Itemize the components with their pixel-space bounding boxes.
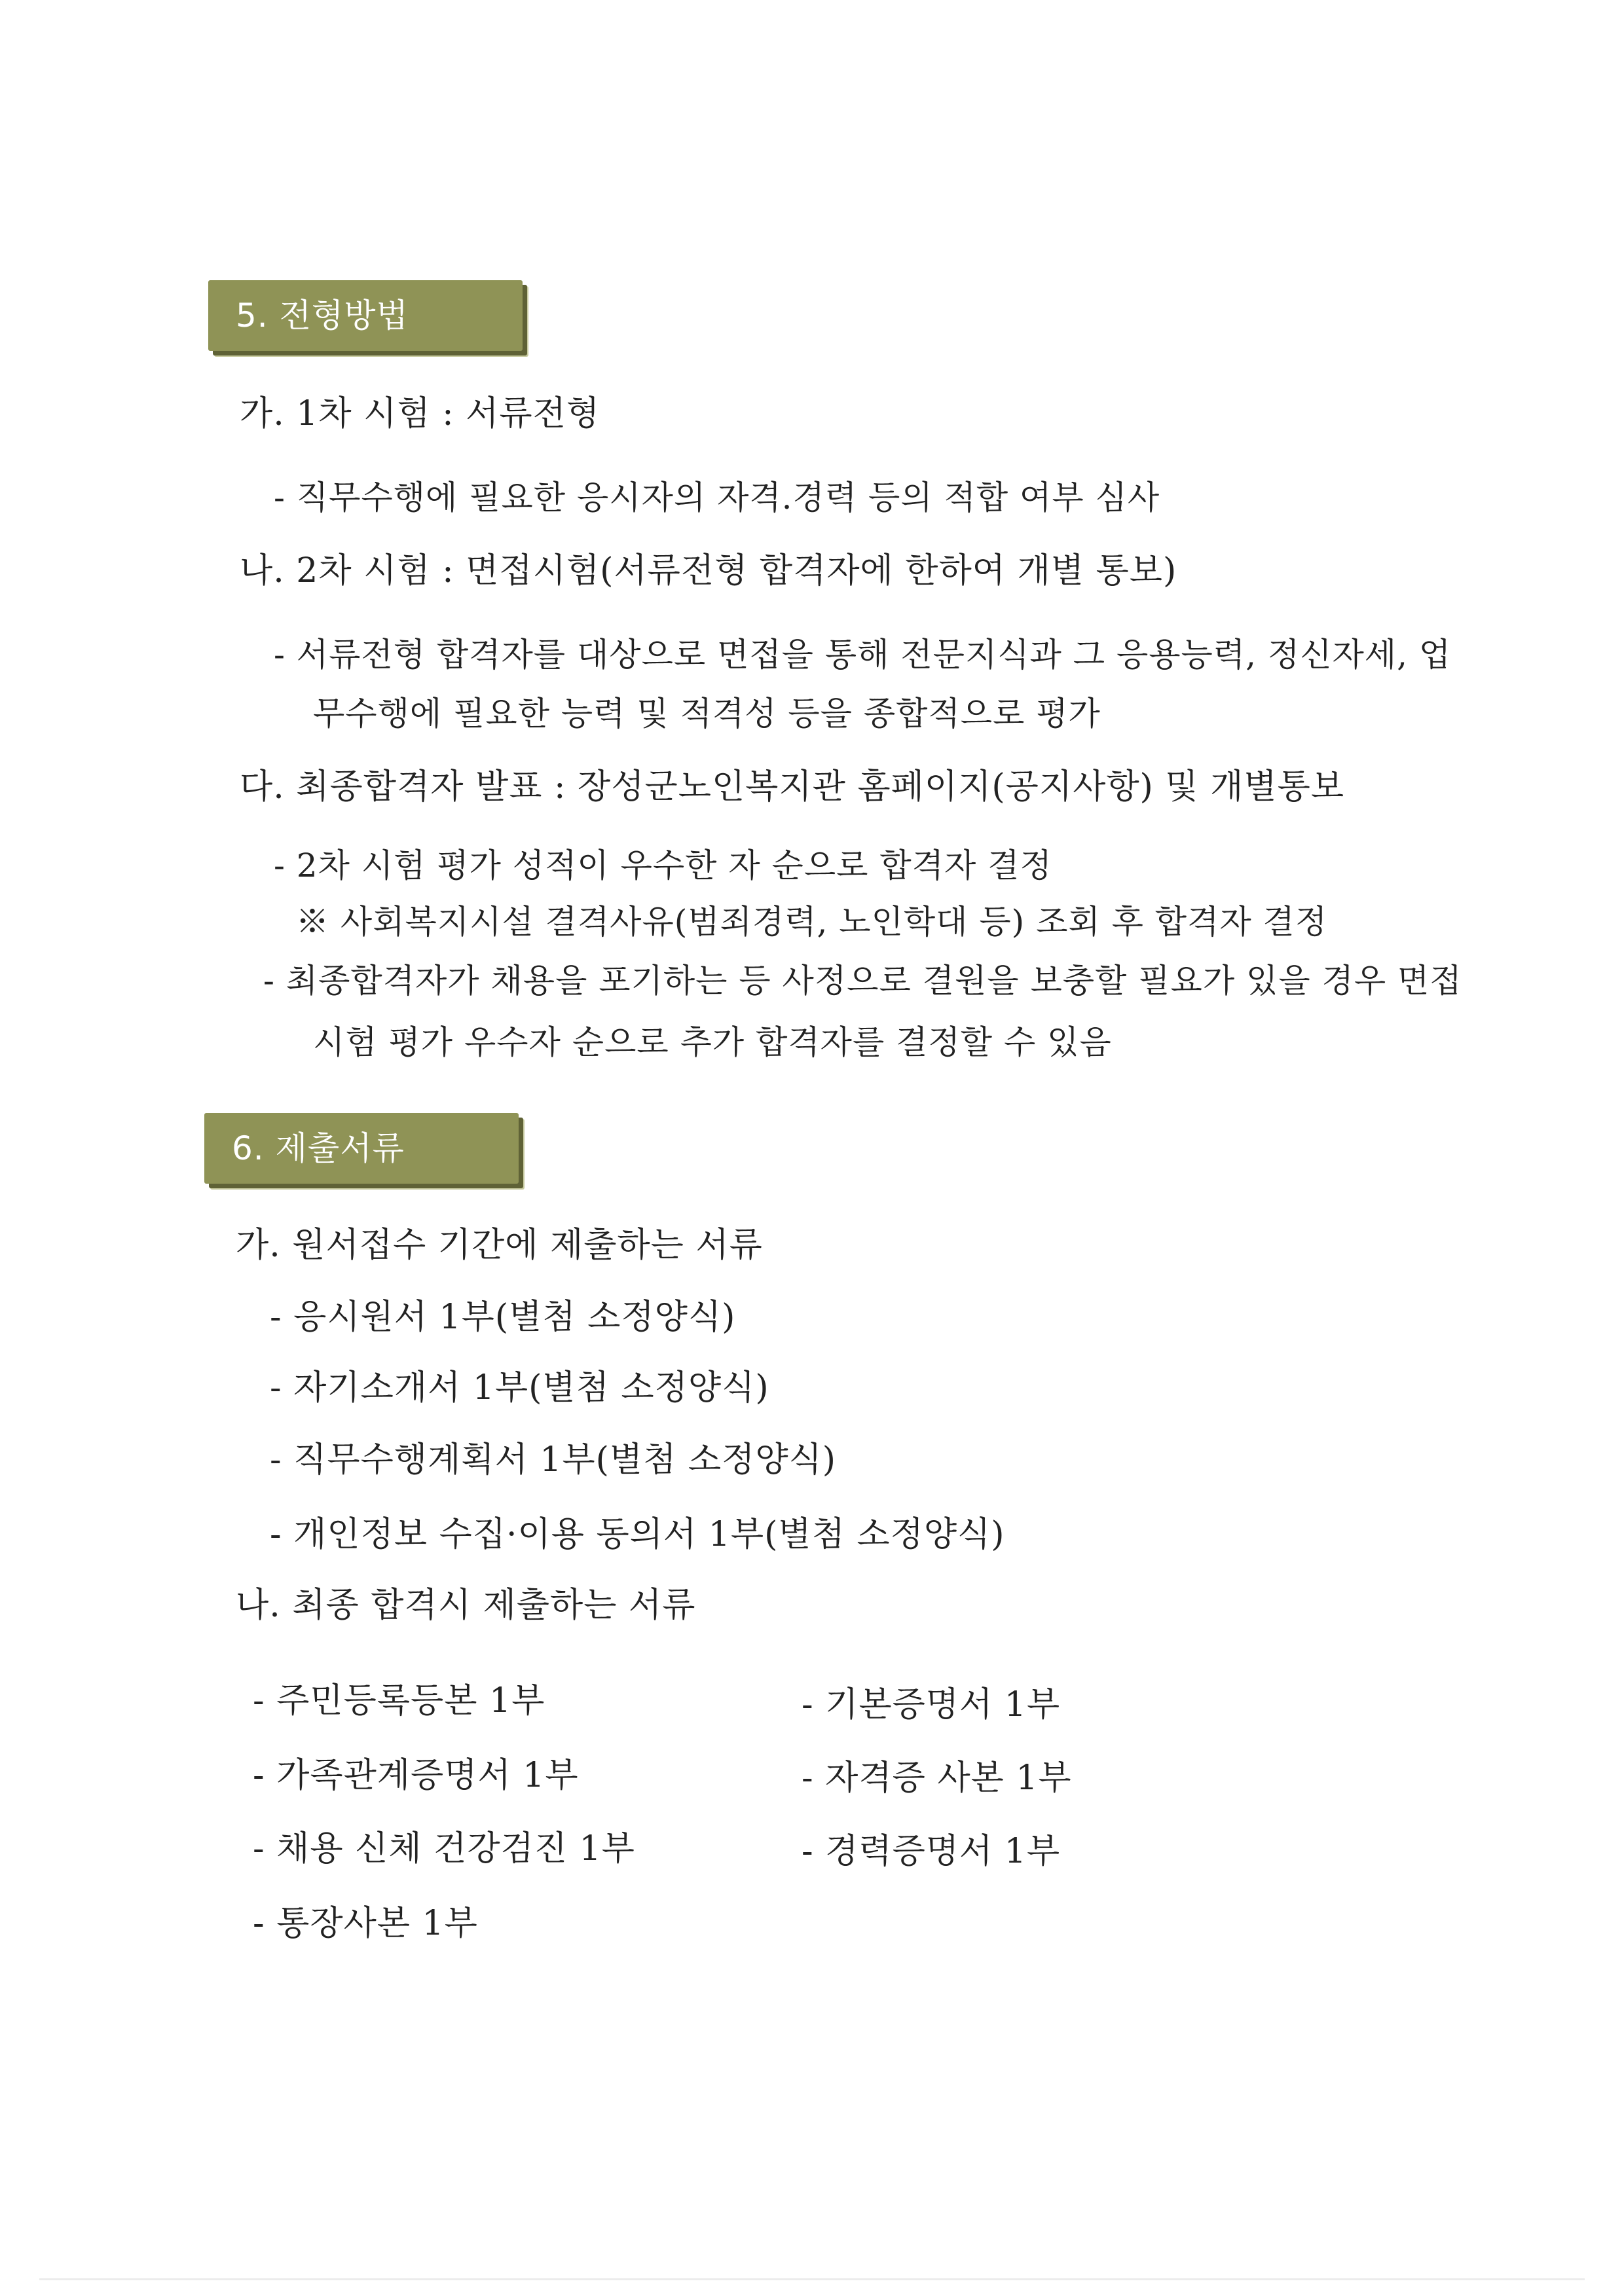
section-6-doc-privacy-consent: - 개인정보 수집·이용 동의서 1부(별첨 소정양식)	[270, 1515, 1005, 1554]
section-5-item-da-detail-1: - 2차 시험 평가 성적이 우수한 자 순으로 합격자 결정	[274, 847, 1052, 884]
final-doc-resident-registration: - 주민등록등본 1부	[253, 1681, 545, 1721]
section-5-item-da-detail-3: 시험 평가 우수자 순으로 추가 합격자를 결정할 수 있음	[313, 1023, 1112, 1061]
section-6-header: 6. 제출서류	[204, 1113, 519, 1184]
section-5-item-da-note: ※ 사회복지시설 결격사유(범죄경력, 노인학대 등) 조회 후 합격자 결정	[296, 903, 1328, 941]
final-doc-license-copy: - 자격증 사본 1부	[802, 1758, 1072, 1798]
section-5-item-na-detail-1: - 서류전형 합격자를 대상으로 면접을 통해 전문지식과 그 응용능력, 정신자세, 업	[274, 636, 1452, 674]
section-5-item-ga: 가. 1차 시험 : 서류전형	[240, 394, 600, 433]
section-6-doc-application: - 응시원서 1부(별첨 소정양식)	[270, 1298, 736, 1337]
final-doc-family-relation: - 가족관계증명서 1부	[253, 1756, 579, 1795]
section-6-item-na: 나. 최종 합격시 제출하는 서류	[236, 1586, 696, 1625]
section-5-header: 5. 전형방법	[208, 280, 523, 351]
section-5-item-da-detail-2: - 최종합격자가 채용을 포기하는 등 사정으로 결원을 보충할 필요가 있을 경우 면접	[263, 962, 1462, 1000]
final-doc-health-check: - 채용 신체 건강검진 1부	[253, 1829, 635, 1868]
section-5-item-da: 다. 최종합격자 발표 : 장성군노인복지관 홈페이지(공지사항) 및 개별통보	[240, 767, 1345, 807]
section-5-item-na: 나. 2차 시험 : 면접시험(서류전형 합격자에 한하여 개별 통보)	[240, 551, 1177, 591]
final-doc-basic-certificate: - 기본증명서 1부	[802, 1685, 1061, 1724]
section-5-item-ga-detail: - 직무수행에 필요한 응시자의 자격.경력 등의 적합 여부 심사	[274, 479, 1160, 517]
final-doc-career-certificate: - 경력증명서 1부	[802, 1832, 1061, 1871]
section-6-item-ga: 가. 원서접수 기간에 제출하는 서류	[236, 1226, 763, 1265]
section-6-doc-job-plan: - 직무수행계획서 1부(별첨 소정양식)	[270, 1440, 837, 1480]
page-bottom-rule	[39, 2278, 1585, 2280]
section-6-doc-self-intro: - 자기소개서 1부(별첨 소정양식)	[270, 1368, 769, 1408]
final-doc-bankbook-copy: - 통장사본 1부	[253, 1904, 478, 1943]
section-5-item-na-detail-2: 무수행에 필요한 능력 및 적격성 등을 종합적으로 평가	[313, 695, 1101, 733]
